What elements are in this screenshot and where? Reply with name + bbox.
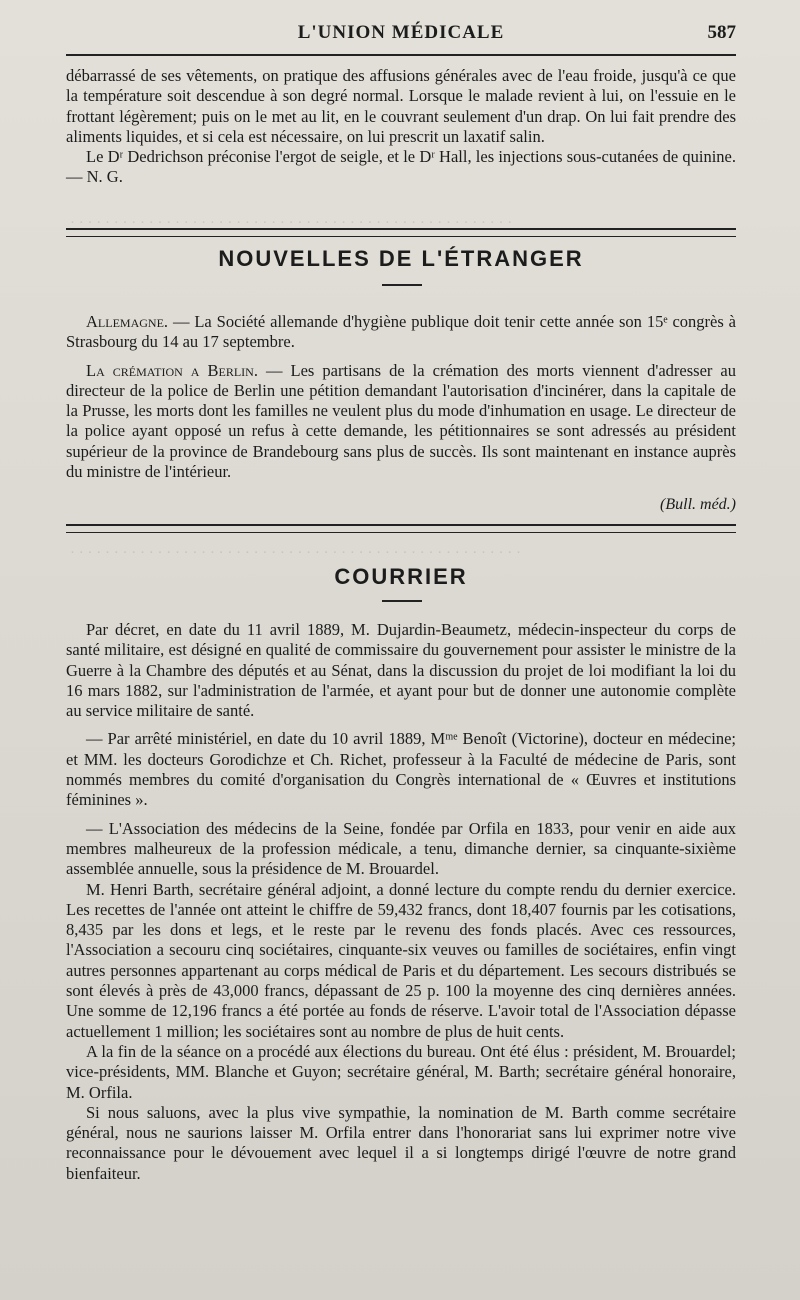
bleed-through-texture: · · · · · · · · · · · · · · · · · · · · · · · · · · · · · · · · · · · · · · · · · · · · · · · · · · · (70, 215, 513, 231)
bleed-through-texture: · · · · · · · · · · · · · · · · · · · · · · · · · · · · · · · · · · · · · · · · · · · · · · · · · · · · (70, 545, 521, 561)
news-item-text: — La Société allemande d'hygiène publique doit tenir cette année son 15ᵉ congrès à Strasbourg du 14 au 17 septembre. (66, 312, 736, 352)
source-credit: (Bull. méd.) (660, 496, 736, 513)
news-item-text: — Les partisans de la crémation des morts viennent d'adresser au directeur de la police de Berlin une pétition demandant l'autorisation d'incinérer, dans la capitale de la Prusse, les morts dont les familles ne veulent plus du mode d'inhumation en usage. Le directeur de la police ayant opposé un refus à cette demande, les pétitionnaires se sont adressés au président supérieur de la province de Brandebourg sans plus de succès. Ils sont maintenant en instance auprès du ministre de l'intérieur. (66, 360, 736, 482)
running-title: L'UNION MÉDICALE (297, 22, 505, 43)
intro-paragraph: débarrassé de ses vêtements, on pratique des affusions générales avec de l'eau froide, jusqu'à ce que la température soit descendue à son degré normal. Lorsque le malade revient à lui, on l'essuie en le frottant légèrement; puis on le met au lit, en le couvrant seulement d'un drap. On lui fait prendre des aliments liquides, et si cela est nécessaire, on lui prescrit un laxatif salin. (66, 66, 736, 146)
section-divider (66, 228, 736, 237)
news-item-cremation (66, 361, 736, 483)
courrier-paragraph: Si nous saluons, avec la plus vive sympathie, la nomination de M. Barth comme secrétaire général, nous ne saurions laisser M. Orfila entrer dans l'honorariat sans lui exprimer notre vive reconnaissance pour le dévouement avec lequel il a si longtemps dirigé l'œuvre de notre grand bienfaiteur. (66, 1102, 736, 1183)
intro-section (66, 66, 736, 188)
intro-paragraph: Le Dʳ Dedrichson préconise l'ergot de seigle, et le Dʳ Hall, les injections sous-cutanées de quinine. — N. G. (66, 147, 736, 187)
courrier-paragraph: Par décret, en date du 11 avril 1889, M. Dujardin-Beaumetz, médecin-inspecteur du corps de santé militaire, est désigné en qualité de commissaire du gouvernement pour assister le ministre de la Guerre à la Chambre des députés et au Sénat, dans la discussion du projet de loi modifiant la loi du 16 mars 1882, sur l'administration de l'armée, et ayant pour but de donner une autonomie complète au service militaire de santé. (66, 620, 736, 721)
header-rule (66, 54, 736, 56)
nouvelles-section (66, 312, 736, 482)
courrier-paragraph: — L'Association des médecins de la Seine, fondée par Orfila en 1833, pour venir en aide aux membres malheureux de la profession médicale, a tenu, dimanche dernier, sa cinquante-sixième assemblée annuelle, sous la présidence de M. Brouardel. (66, 818, 736, 879)
page-header (66, 22, 736, 52)
news-item-lead: Allemagne. (86, 312, 169, 331)
courrier-section (66, 620, 736, 1184)
title-underline (382, 600, 422, 602)
title-underline (382, 284, 422, 286)
news-item-allemagne (66, 312, 736, 353)
section-divider (66, 524, 736, 533)
page-number: 587 (707, 22, 736, 43)
courrier-paragraph: A la fin de la séance on a procédé aux élections du bureau. Ont été élus : président, M. Brouardel; vice-présidents, MM. Blanche et Guyon; secrétaire général, M. Barth; secrétaire général honoraire, M. Orfila. (66, 1041, 736, 1102)
courrier-paragraph: M. Henri Barth, secrétaire général adjoint, a donné lecture du compte rendu du dernier exercice. Les recettes de l'année ont atteint le chiffre de 59,432 francs, dont 18,407 fournis par les cotisations, 8,435 par les dons et legs, et le reste par le revenu des fonds placés. Avec ces ressources, l'Association a secouru cinq sociétaires, cinquante-six veuves ou familles de sociétaires, enfin vingt autres personnes appartenant au corps médical de Paris et du département. Les secours distribués se sont élevés à près de 43,000 francs, dépassant de 25 p. 100 la moyenne des cinq dernières années. Une somme de 12,196 francs a été portée au fonds de réserve. L'avoir total de l'Association dépasse actuellement 1 million; les sociétaires sont au nombre de plus de huit cents. (66, 879, 736, 1041)
courrier-paragraph: — Par arrêté ministériel, en date du 10 avril 1889, Mᵐᵉ Benoît (Victorine), docteur en médecine; et MM. les docteurs Gorodichze et Ch. Richet, professeur à la Faculté de médecine de Paris, sont nommés membres du comité d'organisation du Congrès international de « Œuvres et institutions féminines ». (66, 729, 736, 810)
section-title-nouvelles: NOUVELLES DE L'ÉTRANGER (218, 246, 584, 271)
news-item-lead: La crémation a Berlin. (86, 360, 258, 380)
section-title-courrier: COURRIER (334, 564, 468, 589)
